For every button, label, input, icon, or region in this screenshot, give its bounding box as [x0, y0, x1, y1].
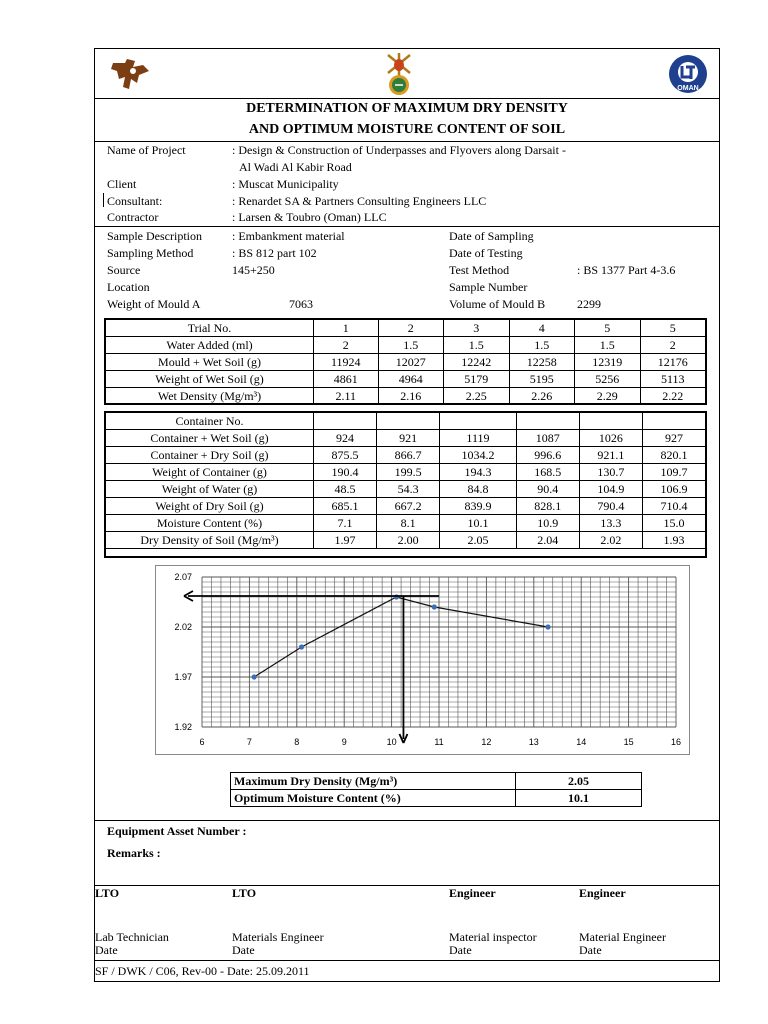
table-cell	[440, 413, 517, 430]
consultant-label: Consultant:	[107, 194, 163, 208]
row-label: Moisture Content (%)	[106, 515, 314, 532]
x-tick-label: 6	[199, 737, 205, 747]
table-cell: 130.7	[579, 464, 642, 481]
table-cell: 866.7	[377, 447, 440, 464]
x-tick-label: 13	[528, 737, 539, 747]
sampling-method-label: Sampling Method	[107, 246, 194, 260]
table-cell: 1119	[440, 430, 517, 447]
table-cell: 5	[640, 320, 706, 337]
table-cell: 48.5	[314, 481, 377, 498]
consultant-value: : Renardet SA & Partners Consulting Engineers LLC	[232, 194, 487, 208]
row-label: Container + Dry Soil (g)	[106, 447, 314, 464]
table-cell: 921	[377, 430, 440, 447]
row-label: Weight of Container (g)	[106, 464, 314, 481]
contractor-label: Contractor	[107, 210, 159, 224]
table-cell: 828.1	[516, 498, 579, 515]
table-cell: 2	[640, 337, 706, 354]
row-label: Weight of Dry Soil (g)	[106, 498, 314, 515]
x-tick-label: 9	[341, 737, 347, 747]
table-cell: 839.9	[440, 498, 517, 515]
source-label: Source	[107, 263, 141, 277]
omc-value: 10.1	[516, 790, 642, 807]
compaction-curve-chart	[155, 565, 690, 755]
table-row	[106, 515, 706, 532]
table-cell: 2	[314, 337, 379, 354]
table-row	[106, 388, 706, 405]
table-row	[106, 320, 706, 337]
volume-mould-b-value: 2299	[577, 297, 601, 311]
oman-emblem-logo	[384, 51, 414, 97]
sample-description-label: Sample Description	[107, 229, 202, 243]
table-cell: 790.4	[579, 498, 642, 515]
x-tick-label: 11	[434, 737, 444, 747]
contractor-value: : Larsen & Toubro (Oman) LLC	[232, 210, 387, 224]
table-cell: 5256	[575, 371, 640, 388]
table-cell: 2	[378, 320, 443, 337]
sig-role-4: Material Engineer	[579, 930, 666, 944]
logo-oman-text: OMAN	[677, 85, 699, 92]
table-cell: 3	[444, 320, 509, 337]
sig-org-1: LTO	[95, 886, 120, 900]
table-cell: 2.11	[314, 388, 379, 405]
table-cell: 1.5	[575, 337, 640, 354]
mdd-value: 2.05	[516, 773, 642, 790]
table-cell: 1.97	[314, 532, 377, 549]
table-cell: 8.1	[377, 515, 440, 532]
page-title-line2: AND OPTIMUM MOISTURE CONTENT OF SOIL	[248, 122, 566, 137]
project-name-value: : Design & Construction of Underpasses and Flyovers along Darsait -	[232, 143, 566, 157]
data-point	[299, 644, 304, 649]
table-cell: 2.29	[575, 388, 640, 405]
table-cell: 1	[314, 320, 379, 337]
table-cell: 1026	[579, 430, 642, 447]
table-cell: 1.5	[444, 337, 509, 354]
x-tick-label: 8	[294, 737, 300, 747]
table-cell: 15.0	[642, 515, 705, 532]
table-cell: 84.8	[440, 481, 517, 498]
row-label: Water Added (ml)	[106, 337, 314, 354]
table-cell: 12258	[509, 354, 574, 371]
data-point	[545, 624, 550, 629]
source-value: 145+250	[232, 263, 275, 277]
table-cell: 106.9	[642, 481, 705, 498]
lt-oman-logo	[666, 53, 710, 95]
table-cell: 685.1	[314, 498, 377, 515]
mould-a-value: 7063	[289, 297, 313, 311]
table-cell: 90.4	[516, 481, 579, 498]
table-cell: 12027	[378, 354, 443, 371]
sig-date-1: Date	[95, 943, 118, 957]
client-label: Client	[107, 177, 137, 191]
project-name-label: Name of Project	[107, 143, 186, 157]
table-row	[106, 447, 706, 464]
volume-mould-b-label: Volume of Mould B	[449, 297, 546, 311]
equipment-asset-label: Equipment Asset Number :	[107, 824, 247, 838]
x-tick-label: 14	[576, 737, 587, 747]
project-name-value-line2: Al Wadi Al Kabir Road	[239, 160, 352, 174]
table-cell: 2.00	[377, 532, 440, 549]
table-cell: 12242	[444, 354, 509, 371]
row-label: Container + Wet Soil (g)	[106, 430, 314, 447]
company-left-logo	[109, 57, 153, 91]
table-cell: 667.2	[377, 498, 440, 515]
table-cell: 11924	[314, 354, 379, 371]
sig-role-2: Materials Engineer	[232, 930, 324, 944]
sample-description-value: : Embankment material	[232, 229, 345, 243]
table-cell: 875.5	[314, 447, 377, 464]
table-cell: 7.1	[314, 515, 377, 532]
table-cell: 5	[575, 320, 640, 337]
table-row	[106, 337, 706, 354]
test-method-value: : BS 1377 Part 4-3.6	[577, 263, 676, 277]
sig-date-4: Date	[579, 943, 602, 957]
x-tick-label: 15	[623, 737, 634, 747]
table-cell: 10.1	[440, 515, 517, 532]
y-tick-label: 1.97	[174, 672, 192, 682]
mould-a-label: Weight of Mould A	[107, 297, 201, 311]
table-cell: 5195	[509, 371, 574, 388]
sig-date-2: Date	[232, 943, 255, 957]
table-cell: 2.26	[509, 388, 574, 405]
table-cell: 996.6	[516, 447, 579, 464]
table-cell: 921.1	[579, 447, 642, 464]
table-cell: 820.1	[642, 447, 705, 464]
results-table	[230, 772, 642, 807]
data-point	[432, 604, 437, 609]
x-tick-label: 10	[386, 737, 397, 747]
cursor-mark	[103, 193, 104, 207]
table-cell: 2.04	[516, 532, 579, 549]
table-cell: 2.16	[378, 388, 443, 405]
client-value: : Muscat Municipality	[232, 177, 339, 191]
table-cell: 109.7	[642, 464, 705, 481]
table-cell	[377, 413, 440, 430]
table-cell: 104.9	[579, 481, 642, 498]
table-cell: 54.3	[377, 481, 440, 498]
date-of-sampling-label: Date of Sampling	[449, 229, 534, 243]
table-row	[106, 464, 706, 481]
sample-number-label: Sample Number	[449, 280, 528, 294]
table-cell: 13.3	[579, 515, 642, 532]
table-cell: 2.25	[444, 388, 509, 405]
data-point	[252, 674, 257, 679]
table-cell: 2.22	[640, 388, 706, 405]
sig-role-1: Lab Technician	[95, 930, 169, 944]
table-cell: 1.5	[378, 337, 443, 354]
table-cell: 1.5	[509, 337, 574, 354]
remarks-label: Remarks :	[107, 846, 161, 860]
date-of-testing-label: Date of Testing	[449, 246, 523, 260]
mdd-label: Maximum Dry Density (Mg/m³)	[231, 773, 516, 790]
table-row	[106, 371, 706, 388]
row-label: Wet Density (Mg/m³)	[106, 388, 314, 405]
table-cell	[642, 413, 705, 430]
table-row	[106, 354, 706, 371]
table-row	[106, 430, 706, 447]
table-cell: 2.02	[579, 532, 642, 549]
table-cell	[314, 413, 377, 430]
table-cell: 12319	[575, 354, 640, 371]
sig-org-2: LTO	[232, 886, 257, 900]
table-cell: 4	[509, 320, 574, 337]
table-cell: 710.4	[642, 498, 705, 515]
wet-density-table	[105, 319, 706, 405]
y-tick-label: 1.92	[174, 722, 192, 732]
table-row	[106, 498, 706, 515]
page-title-line1: DETERMINATION OF MAXIMUM DRY DENSITY	[246, 101, 568, 116]
table-cell: 2.05	[440, 532, 517, 549]
moisture-content-table	[105, 412, 706, 549]
table-cell: 4964	[378, 371, 443, 388]
table-cell	[579, 413, 642, 430]
table-cell: 927	[642, 430, 705, 447]
table-cell: 1087	[516, 430, 579, 447]
table-cell: 194.3	[440, 464, 517, 481]
x-tick-label: 7	[246, 737, 252, 747]
table-row	[106, 481, 706, 498]
sig-org-4: Engineer	[579, 886, 626, 900]
table-cell: 168.5	[516, 464, 579, 481]
table-cell: 10.9	[516, 515, 579, 532]
table-cell: 5113	[640, 371, 706, 388]
form-page	[94, 48, 720, 982]
row-label: Mould + Wet Soil (g)	[106, 354, 314, 371]
table-cell: 199.5	[377, 464, 440, 481]
y-tick-label: 2.02	[174, 622, 192, 632]
test-method-label: Test Method	[449, 263, 510, 277]
table-cell: 924	[314, 430, 377, 447]
x-tick-label: 16	[670, 737, 682, 747]
row-label: Trial No.	[106, 320, 314, 337]
omc-label: Optimum Moisture Content (%)	[231, 790, 516, 807]
table-cell: 4861	[314, 371, 379, 388]
table-cell	[516, 413, 579, 430]
sig-org-3: Engineer	[449, 886, 496, 900]
table-cell: 12176	[640, 354, 706, 371]
sig-role-3: Material inspector	[449, 930, 537, 944]
form-reference: SF / DWK / C06, Rev-00 - Date: 25.09.2011	[95, 964, 310, 978]
table-row	[106, 532, 706, 549]
sampling-method-value: : BS 812 part 102	[232, 246, 317, 260]
row-label: Weight of Water (g)	[106, 481, 314, 498]
row-label: Container No.	[106, 413, 314, 430]
x-tick-label: 12	[481, 737, 492, 747]
table-cell: 5179	[444, 371, 509, 388]
table-row	[106, 413, 706, 430]
table-cell: 1.93	[642, 532, 705, 549]
y-tick-label: 2.07	[174, 572, 192, 582]
row-label: Weight of Wet Soil (g)	[106, 371, 314, 388]
location-label: Location	[107, 280, 150, 294]
table-cell: 1034.2	[440, 447, 517, 464]
sig-date-3: Date	[449, 943, 472, 957]
table-cell: 190.4	[314, 464, 377, 481]
row-label: Dry Density of Soil (Mg/m³)	[106, 532, 314, 549]
